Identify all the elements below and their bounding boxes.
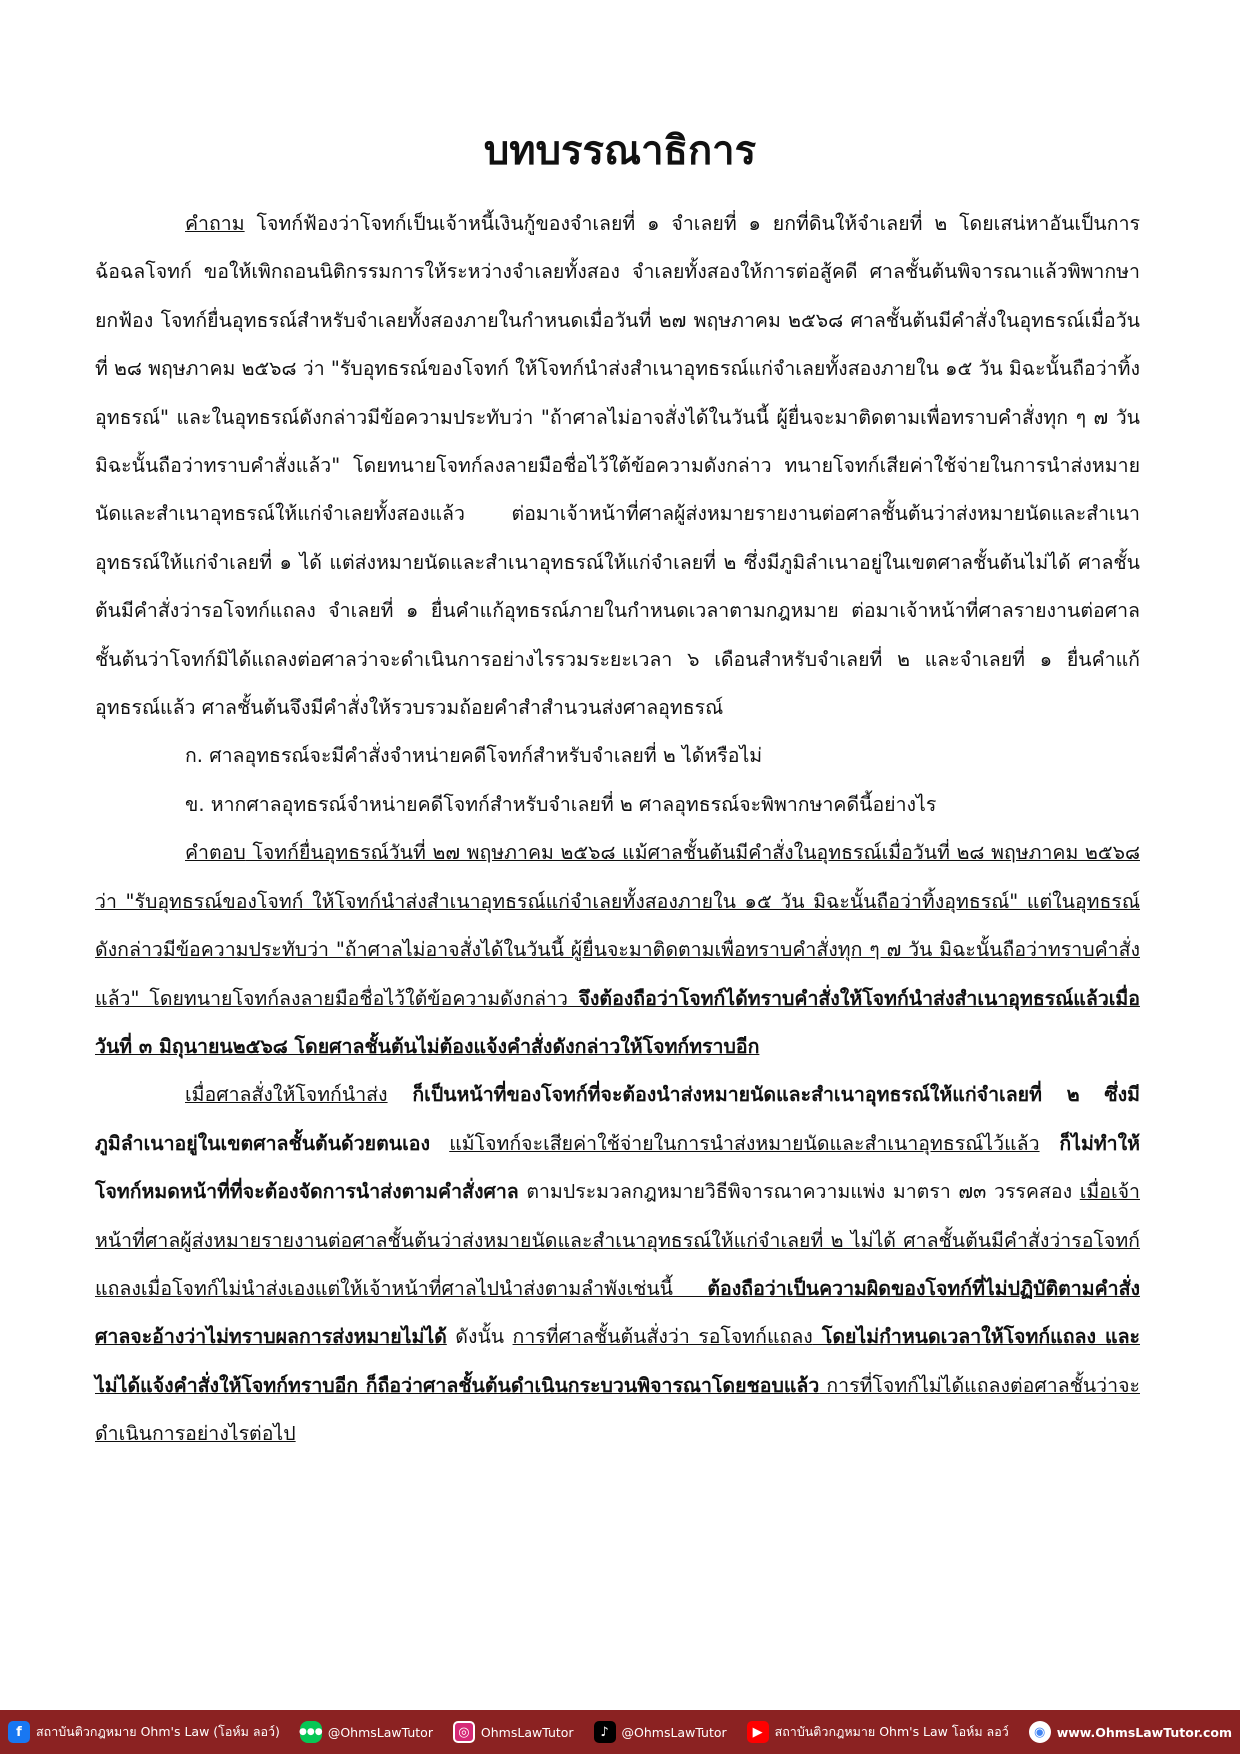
answer-p1-bold: จึงต้องถือว่าโจทก์ได้ทราบคำสั่งให้โจทก์นำส่งสำเนาอุทธรณ์แล้วเมื่อวันที่ ๓ มิถุนายน๒๕๖๘ โดยศาลชั้นต้นไม่ต้องแจ้งคำสั่งดังกล่าวให้โจทก์ทราบอีก (95, 986, 1140, 1058)
tiktok-icon: ♪ (594, 1721, 616, 1743)
answer-p2-b1: ก็เป็นหน้าที่ของโจทก์ที่จะต้องนำส่งหมายนัดและสำเนาอุทธรณ์ให้แก่จำเลยที่ ๒ ซึ่งมีภูมิลำเนาอยู่ในเขตศาลชั้นต้นด้วยตนเอง (95, 1083, 1140, 1155)
globe-icon: ◉ (1029, 1721, 1051, 1743)
question-item-b: ข. หากศาลอุทธรณ์จำหน่ายคดีโจทก์สำหรับจำเลยที่ ๒ ศาลอุทธรณ์จะพิพากษาคดีนี้อย่างไร (185, 792, 937, 816)
answer-label: คำตอบ (185, 841, 246, 865)
line-icon: ●●● (300, 1721, 322, 1743)
footer-tiktok-text: @OhmsLawTutor (621, 1724, 727, 1740)
answer-p2-t1 (430, 1132, 449, 1155)
question-text: โจทก์ฟ้องว่าโจทก์เป็นเจ้าหนี้เงินกู้ของจำเลยที่ ๑ จำเลยที่ ๑ ยกที่ดินให้จำเลยที่ ๒ โดยเสน่หาอันเป็นการฉ้อฉลโจทก์ ขอให้เพิกถอนนิติกรรมการให้ระหว่างจำเลยทั้งสอง จำเลยทั้งสองให้การต่อสู้คดี ศาลชั้นต้นพิจารณาแล้วพิพากษายกฟ้อง โจทก์ยื่นอุทธรณ์สำหรับจำเลยทั้งสองภายในกำหนดเมื่อวันที่ ๒๗ พฤษภาคม ๒๕๖๘ ศาลชั้นต้นมีคำสั่งในอุทธรณ์เมื่อวันที่ ๒๘ พฤษภาคม ๒๕๖๘ ว่า "รับอุทธรณ์ของโจทก์ ให้โจทก์นำส่งสำเนาอุทธรณ์แก่จำเลยทั้งสองภายใน ๑๕ วัน มิฉะนั้นถือว่าทิ้งอุทธรณ์" และในอุทธรณ์ดังกล่าวมีข้อความประทับว่า "ถ้าศาลไม่อาจสั่งได้ในวันนี้ ผู้ยื่นจะมาติดตามเพื่อทราบคำสั่งทุก ๆ ๗ วัน มิฉะนั้นถือว่าทราบคำสั่งแล้ว" โดยทนายโจทก์ลงลายมือชื่อไว้ใต้ข้อความดังกล่าว ทนายโจทก์เสียค่าใช้จ่ายในการนำส่งหมายนัดและสำเนาอุทธรณ์ให้แก่จำเลยทั้งสองแล้ว ต่อมาเจ้าหน้าที่ศาลผู้ส่งหมายรายงานต่อศาลชั้นต้นว่าส่งหมายนัดและสำเนาอุทธรณ์ให้แก่จำเลยที่ ๑ ได้ แต่ส่งหมายนัดและสำเนาอุทธรณ์ให้แก่จำเลยที่ ๒ ซึ่งมีภูมิลำเนาอยู่ในเขตศาลชั้นต้นไม่ได้ ศาลชั้นต้นมีคำสั่งว่ารอโจทก์แถลง จำเลยที่ ๑ ยื่นคำแก้อุทธรณ์ภายในกำหนดเวลาตามกฎหมาย ต่อมาเจ้าหน้าที่ศาลรายงานต่อศาลชั้นต้นว่าโจทก์มิได้แถลงต่อศาลว่าจะดำเนินการอย่างไรรวมระยะเวลา ๖ เดือนสำหรับจำเลยที่ ๒ และจำเลยที่ ๑ ยื่นคำแก้อุทธรณ์แล้ว ศาลชั้นต้นจึงมีคำสั่งให้รวบรวมถ้อยคำสำสำนวนส่งศาลอุทธรณ์ (95, 212, 1140, 720)
footer-line-text: @OhmsLawTutor (327, 1724, 433, 1740)
question-item-a: ก. ศาลอุทธรณ์จะมีคำสั่งจำหน่ายคดีโจทก์สำหรับจำเลยที่ ๒ ได้หรือไม่ (185, 744, 763, 768)
footer-tiktok[interactable] (594, 1721, 727, 1743)
answer-paragraph-2 (95, 1071, 1140, 1458)
answer-p1-underlined: โจทก์ยื่นอุทธรณ์วันที่ ๒๗ พฤษภาคม ๒๕๖๘ แม้ศาลชั้นต้นมีคำสั่งในอุทธรณ์เมื่อวันที่ ๒๘ พฤษภาคม ๒๕๖๘ ว่า "รับอุทธรณ์ของโจทก์ ให้โจทก์นำส่งสำเนาอุทธรณ์แก่จำเลยทั้งสองภายใน ๑๕ วัน มิฉะนั้นถือว่าทิ้งอุทธรณ์" แต่ในอุทธรณ์ดังกล่าวมีข้อความประทับว่า "ถ้าศาลไม่อาจสั่งได้ในวันนี้ ผู้ยื่นจะมาติดตามเพื่อทราบคำสั่งทุก ๆ ๗ วัน มิฉะนั้นถือว่าทราบคำสั่งแล้ว" โดยทนายโจทก์ลงลายมือชื่อไว้ใต้ข้อความดังกล่าว (95, 841, 1140, 1010)
footer-facebook-text: สถาบันติวกฎหมาย Ohm's Law (โอห์ม ลอว์) (36, 1724, 280, 1739)
answer-p2-t3: ดังนั้น (446, 1325, 513, 1349)
facebook-icon: f (8, 1721, 30, 1743)
footer-instagram[interactable] (453, 1721, 574, 1743)
footer-bar (0, 1710, 1240, 1754)
answer-paragraph-1 (95, 829, 1140, 1071)
footer-facebook[interactable] (8, 1721, 280, 1743)
answer-p2-u1: เมื่อศาลสั่งให้โจทก์นำส่ง (185, 1083, 388, 1107)
footer-youtube-text: สถาบันติวกฎหมาย Ohm's Law โอห์ม ลอว์ (774, 1724, 1009, 1739)
answer-p2-ub2: โดยไม่กำหนดเวลาให้โจทก์แถลง และไม่ได้แจ้งคำสั่งให้โจทก์ทราบอีก ก็ถือว่าศาลชั้นต้นดำเนินกระบวนพิจารณาโดยชอบแล้ว (95, 1325, 1140, 1397)
page-title: บทบรรณาธิการ (483, 128, 757, 174)
footer-website[interactable] (1029, 1721, 1232, 1743)
footer-youtube[interactable] (747, 1721, 1009, 1743)
footer-line[interactable] (300, 1721, 433, 1743)
answer-p2-ub1: ต้องถือว่าเป็นความผิดของโจทก์ที่ไม่ปฏิบัติตามคำสั่งศาลจะอ้างว่าไม่ทราบผลการส่งหมายไม่ได้ (95, 1276, 1140, 1349)
answer-p2-t2: ตามประมวลกฎหมายวิธีพิจารณาความแพ่ง มาตรา ๗๓ วรรคสอง (518, 1180, 1080, 1204)
answer-p2-u4: การที่ศาลชั้นต้นสั่งว่า รอโจทก์แถลง (512, 1325, 813, 1349)
question-label: คำถาม (185, 212, 245, 235)
answer-p2-b2: ก็ไม่ทำให้โจทก์หมดหน้าที่ที่จะต้องจัดการนำส่งตามคำสั่งศาล (95, 1131, 1141, 1204)
answer-p2-u2: แม้โจทก์จะเสียค่าใช้จ่ายในการนำส่งหมายนัดและสำเนาอุทธรณ์ไว้แล้ว (449, 1131, 1040, 1155)
answer-p2-u3: เมื่อเจ้าหน้าที่ศาลผู้ส่งหมายรายงานต่อศาลชั้นต้นว่าส่งหมายนัดและสำเนาอุทธรณ์ให้แก่จำเลยที่ ๒ ไม่ได้ ศาลชั้นต้นมีคำสั่งว่ารอโจทก์แถลงเมื่อโจทก์ไม่นำส่งเองแต่ให้เจ้าหน้าที่ศาลไปนำส่งตามลำพังเช่นนี้ (95, 1180, 1140, 1300)
instagram-icon: ◎ (453, 1721, 475, 1743)
footer-website-text: www.OhmsLawTutor.com (1056, 1724, 1232, 1740)
youtube-icon: ▶ (747, 1721, 769, 1743)
footer-instagram-text: OhmsLawTutor (480, 1724, 574, 1740)
article-body (95, 200, 1140, 1459)
answer-p2-u5: การที่โจทก์ไม่ได้แถลงต่อศาลชั้นว่าจะดำเนินการอย่างไรต่อไป (95, 1373, 1140, 1446)
question-paragraph (95, 200, 1140, 732)
